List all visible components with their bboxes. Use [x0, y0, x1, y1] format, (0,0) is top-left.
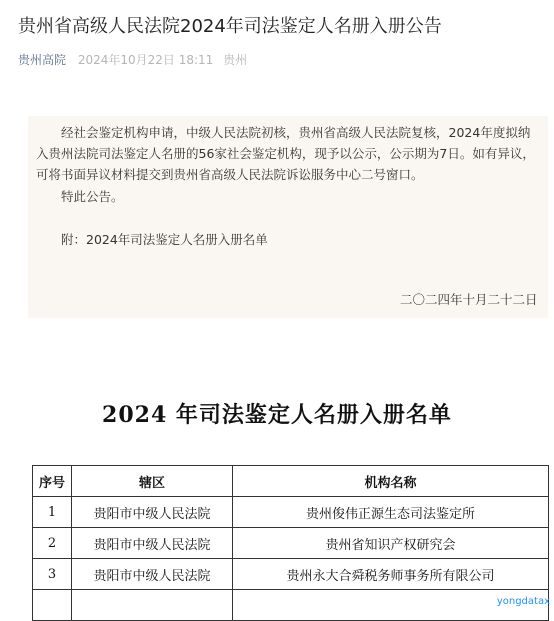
- row-number: [33, 590, 72, 621]
- row-org-name: 贵州永大合舜税务师事务所有限公司: [233, 559, 549, 590]
- table-row: [33, 559, 549, 590]
- row-number: 1: [33, 497, 72, 528]
- header-region: 辖区: [72, 466, 233, 497]
- publish-date: 2024年10月22日 18:11: [77, 53, 214, 67]
- table-row: [33, 528, 549, 559]
- notice-signoff-date: 二〇二四年十月二十二日: [400, 292, 538, 307]
- row-org-name: 贵州俊伟正源生态司法鉴定所: [233, 497, 549, 528]
- row-number: 2: [33, 528, 72, 559]
- header-org-name: 机构名称: [233, 466, 549, 497]
- publish-location: 贵州: [223, 53, 248, 67]
- header-number: 序号: [33, 466, 72, 497]
- table-row: [33, 497, 549, 528]
- row-org-name: 贵州省知识产权研究会: [233, 528, 549, 559]
- author-link[interactable]: 贵州高院: [18, 53, 67, 67]
- row-region: 贵阳市中级人民法院: [72, 559, 233, 590]
- notice-closing: 特此公告。: [61, 189, 124, 204]
- article-title: 贵州省高级人民法院2024年司法鉴定人名册入册公告: [18, 16, 442, 37]
- article-meta: [18, 51, 247, 68]
- row-region: 贵阳市中级人民法院: [72, 528, 233, 559]
- table-header-row: [33, 466, 549, 497]
- table-row-partial: [33, 590, 549, 621]
- registry-table: [32, 465, 549, 621]
- notice-body: 经社会鉴定机构申请，中级人民法院初核，贵州省高级人民法院复核，2024年度拟纳入贵州法院司法鉴定人名册的56家社会鉴定机构，现予以公示，公示期为7日。如有异议，可将书面异议材料提交到贵州省高级人民法院诉讼服务中心二号窗口。: [36, 125, 535, 182]
- list-title: 2024 年司法鉴定人名册入册名单: [102, 402, 452, 428]
- row-region: 贵阳市中级人民法院: [72, 497, 233, 528]
- row-region: [72, 590, 233, 621]
- watermark-logo: yongdatax: [496, 596, 550, 607]
- row-number: 3: [33, 559, 72, 590]
- notice-attachment: 附：2024年司法鉴定人名册入册名单: [61, 232, 268, 247]
